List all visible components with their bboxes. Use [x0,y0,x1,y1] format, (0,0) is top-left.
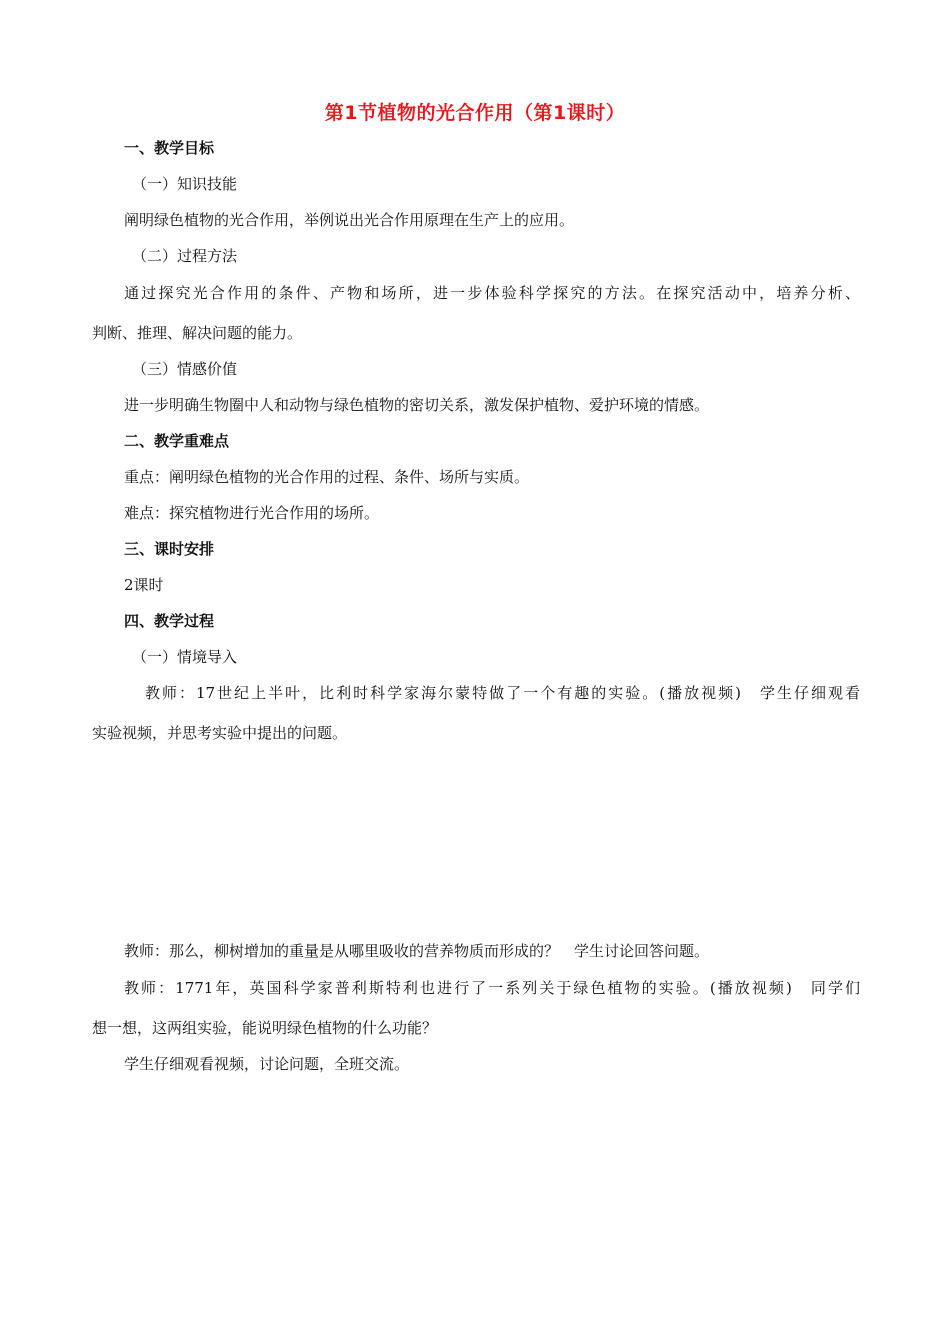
page-title: 第1节植物的光合作用（第1课时） [324,102,626,124]
paragraph-knowledge-skills: 阐明绿色植物的光合作用，举例说出光合作用原理在生产上的应用。 [124,211,575,229]
paragraph-teacher-priestley-line2: 想一想，这两组实验，能说明绿色植物的什么功能？ [92,1019,438,1037]
paragraph-difficult-point: 难点：探究植物进行光合作用的场所。 [124,504,380,522]
subheading-process-methods: （二）过程方法 [132,247,238,265]
section-heading-key-points: 二、教学重难点 [124,432,230,450]
paragraph-key-point: 重点：阐明绿色植物的光合作用的过程、条件、场所与实质。 [124,468,530,486]
paragraph-process-methods-line1: 通过探究光合作用的条件、产物和场所，进一步体验科学探究的方法。在探究活动中，培养分析、 [124,284,860,302]
section-heading-schedule: 三、课时安排 [124,540,215,558]
subheading-situation-intro: （一）情境导入 [132,648,238,666]
subheading-knowledge-skills: （一）知识技能 [132,175,238,193]
paragraph-student-discussion: 学生仔细观看视频，讨论问题，全班交流。 [124,1055,410,1073]
paragraph-emotional-values: 进一步明确生物圈中人和动物与绿色植物的密切关系，激发保护植物、爱护环境的情感。 [124,396,710,414]
paragraph-teacher-helmont-line2: 实验视频，并思考实验中提出的问题。 [92,724,348,742]
section-heading-process: 四、教学过程 [124,612,215,630]
paragraph-teacher-question: 教师：那么，柳树增加的重量是从哪里吸收的营养物质而形成的？ 学生讨论回答问题。 [124,942,710,960]
subheading-emotional-values: （三）情感价值 [132,360,238,378]
section-heading-objectives: 一、教学目标 [124,139,215,157]
paragraph-teacher-helmont-line1: 教师：17世纪上半叶，比利时科学家海尔蒙特做了一个有趣的实验。(播放视频) 学生仔细观看 [145,684,860,702]
paragraph-process-methods-line2: 判断、推理、解决问题的能力。 [92,324,303,342]
paragraph-teacher-priestley-line1: 教师：1771年，英国科学家普利斯特利也进行了一系列关于绿色植物的实验。(播放视频) 同学们 [124,979,860,997]
paragraph-schedule: 2课时 [124,576,164,594]
